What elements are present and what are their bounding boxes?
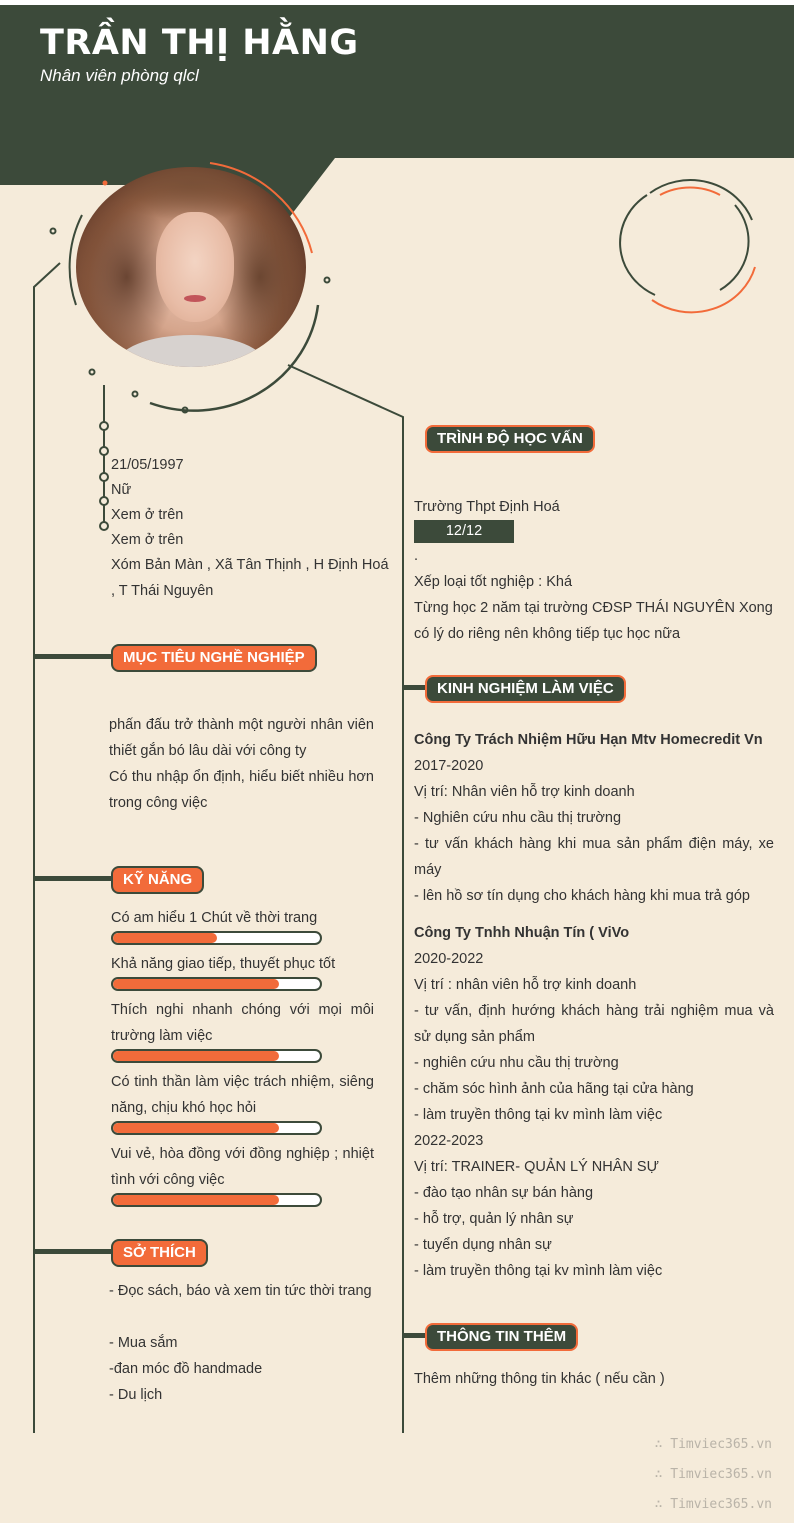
skill-bar-fill bbox=[113, 1051, 279, 1061]
skill-bar bbox=[111, 931, 322, 945]
objective-heading: MỤC TIÊU NGHỀ NGHIỆP bbox=[111, 644, 317, 672]
experience-line: - làm truyền thông tại kv mình làm việc bbox=[414, 1263, 663, 1279]
experience-line: - nghiên cứu nhu cầu thị trường bbox=[414, 1055, 619, 1071]
hobby-item: - Mua sắm bbox=[109, 1335, 178, 1351]
hobbies-connector bbox=[34, 1249, 114, 1254]
skill-bar bbox=[111, 1193, 322, 1207]
experience-line: Vị trí : nhân viên hỗ trợ kinh doanh bbox=[414, 977, 637, 993]
hobby-item: - Du lịch bbox=[109, 1387, 163, 1403]
watermark: ∴ Timviec365.vn bbox=[654, 1437, 772, 1452]
job-title: Nhân viên phòng qlcl bbox=[40, 66, 199, 85]
experience-line: - tuyển dụng nhân sự bbox=[414, 1237, 552, 1253]
watermark: ∴ Timviec365.vn bbox=[654, 1497, 772, 1512]
skill-bar bbox=[111, 1049, 322, 1063]
skill-label: Thích nghi nhanh chóng với mọi môi trường làm việc bbox=[111, 1002, 374, 1044]
experience-line: 2020-2022 bbox=[414, 951, 484, 967]
middle-timeline-line bbox=[288, 365, 403, 1433]
left-timeline-line bbox=[34, 263, 60, 1433]
email: Xem ở trên bbox=[111, 532, 184, 548]
extra-heading: THÔNG TIN THÊM bbox=[425, 1323, 578, 1351]
education-dot: . bbox=[414, 548, 419, 564]
skills-heading: KỸ NĂNG bbox=[111, 866, 204, 894]
extra-text: Thêm những thông tin khác ( nếu cần ) bbox=[414, 1371, 665, 1387]
candidate-name: TRẦN THỊ HẰNG bbox=[40, 23, 359, 63]
skill-bar bbox=[111, 977, 322, 991]
objective-connector bbox=[34, 654, 114, 659]
education-heading: TRÌNH ĐỘ HỌC VẤN bbox=[425, 425, 595, 453]
profile-photo bbox=[76, 167, 306, 367]
experience-line: 2017-2020 bbox=[414, 758, 484, 774]
skill-label: Vui vẻ, hòa đồng với đồng nghiệp ; nhiệt tình với công việc bbox=[111, 1146, 374, 1188]
skill-label: Có tinh thần làm việc trách nhiệm, siêng năng, chịu khó học hỏi bbox=[111, 1074, 374, 1116]
cv-page bbox=[0, 5, 794, 1523]
birthday: 21/05/1997 bbox=[111, 457, 184, 473]
experience-line: - lên hồ sơ tín dụng cho khách hàng khi mua trả góp bbox=[414, 888, 750, 904]
experience-line: Vị trí: TRAINER- QUẢN LÝ NHÂN SỰ bbox=[414, 1159, 659, 1175]
experience-heading: KINH NGHIỆM LÀM VIỆC bbox=[425, 675, 626, 703]
gender: Nữ bbox=[111, 482, 132, 498]
skill-bar-fill bbox=[113, 979, 279, 989]
education-grade: Xếp loại tốt nghiệp : Khá bbox=[414, 574, 573, 590]
hobby-item: -đan móc đồ handmade bbox=[109, 1361, 263, 1377]
experience-line: - đào tạo nhân sự bán hàng bbox=[414, 1185, 594, 1201]
experience-line: - Nghiên cứu nhu cầu thị trường bbox=[414, 810, 622, 826]
address: Xóm Bản Màn , Xã Tân Thịnh , H Định Hoá , T Thái Nguyên bbox=[111, 557, 389, 599]
phone: Xem ở trên bbox=[111, 507, 184, 523]
objective-line-2: Có thu nhập ổn định, hiểu biết nhiều hơn trong công việc bbox=[109, 769, 374, 811]
hobbies-heading: SỞ THÍCH bbox=[111, 1239, 208, 1267]
experience-line: - chăm sóc hình ảnh của hãng tại cửa hàng bbox=[414, 1081, 694, 1097]
experience-line: - làm truyền thông tại kv mình làm việc bbox=[414, 1107, 663, 1123]
skill-bar-fill bbox=[113, 1123, 279, 1133]
objective-line-1: phấn đấu trở thành một người nhân viên thiết gắn bó lâu dài với công ty bbox=[109, 717, 374, 759]
watermark: ∴ Timviec365.vn bbox=[654, 1467, 772, 1482]
education-period: 12/12 bbox=[414, 520, 514, 543]
education-note: Từng học 2 năm tại trường CĐSP THÁI NGUYÊN Xong có lý do riêng nên không tiếp tục học nữa bbox=[414, 600, 773, 642]
experience-line: - tư vấn khách hàng khi mua sản phẩm điện máy, xe máy bbox=[414, 836, 774, 878]
skill-bar-fill bbox=[113, 1195, 279, 1205]
skill-label: Có am hiểu 1 Chút về thời trang bbox=[111, 910, 318, 926]
skill-label: Khả năng giao tiếp, thuyết phục tốt bbox=[111, 956, 336, 972]
experience-line: 2022-2023 bbox=[414, 1133, 484, 1149]
skills-connector bbox=[34, 876, 114, 881]
education-school: Trường Thpt Định Hoá bbox=[414, 499, 560, 515]
company-name: Công Ty Tnhh Nhuận Tín ( ViVo bbox=[414, 925, 630, 941]
skill-bar bbox=[111, 1121, 322, 1135]
experience-line: - hỗ trợ, quản lý nhân sự bbox=[414, 1211, 574, 1227]
experience-line: - tư vấn, định hướng khách hàng trải nghiệm mua và sử dụng sản phẩm bbox=[414, 1003, 774, 1045]
experience-line: Vị trí: Nhân viên hỗ trợ kinh doanh bbox=[414, 784, 635, 800]
skill-bar-fill bbox=[113, 933, 217, 943]
company-name: Công Ty Trách Nhiệm Hữu Hạn Mtv Homecredit Vn bbox=[414, 732, 763, 748]
hobby-item: - Đọc sách, báo và xem tin tức thời trang bbox=[109, 1283, 372, 1299]
